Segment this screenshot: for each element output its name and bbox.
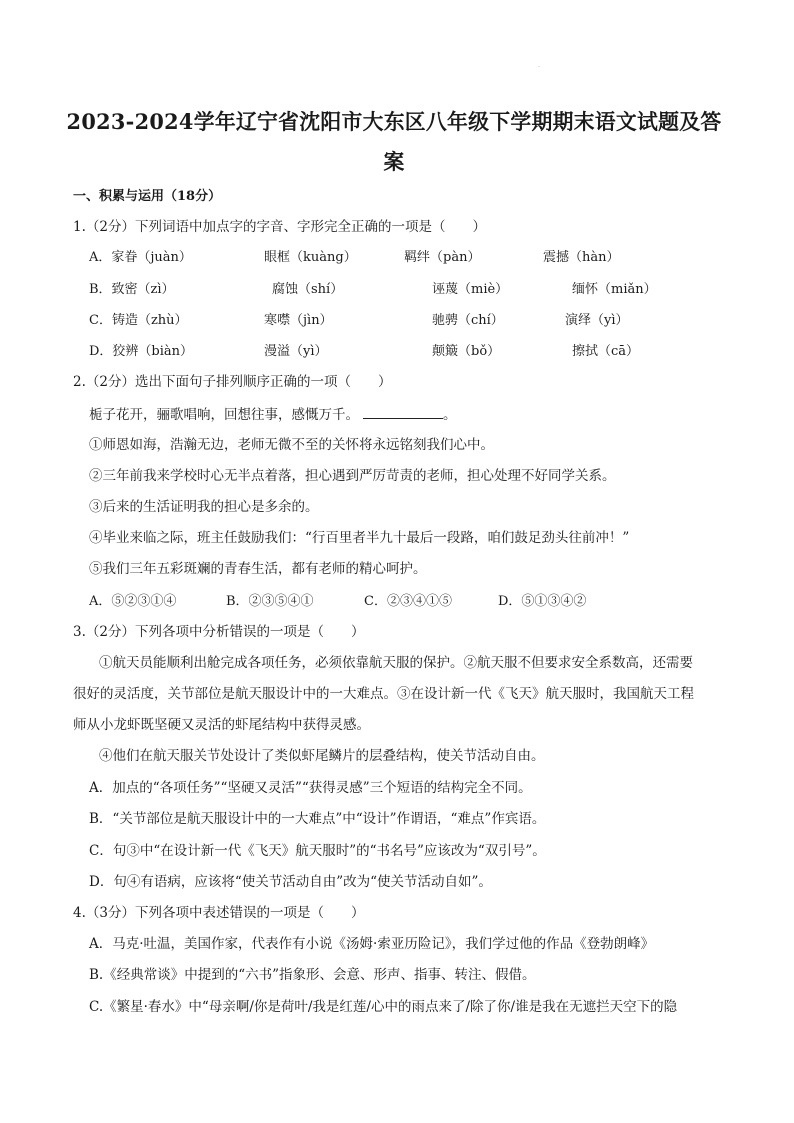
q3-passage-line-4: ④他们在航天服关节处设计了类似虾尾鳞片的层叠结构，使关节活动自由。 bbox=[99, 748, 545, 764]
question-3-stem: 3.（2分）下列各项中分析错误的一项是（ ） bbox=[73, 624, 365, 640]
q2-intro-end: 。 bbox=[443, 407, 457, 423]
question-1-stem: 1.（2分）下列词语中加点字的字音、字形完全正确的一项是（ ） bbox=[73, 219, 486, 235]
question-2-stem: 2.（2分）选出下面句子排列顺序正确的一项（ ） bbox=[73, 374, 392, 390]
q1-option-d-2: 漫溢（yì） bbox=[264, 344, 328, 359]
page-title-continued: 案 bbox=[383, 149, 405, 174]
q1-option-a-1: A．家眷（juàn） bbox=[89, 250, 192, 265]
q1-option-b-3: 诬蔑（miè） bbox=[432, 282, 509, 297]
q3-passage-line-1: ①航天员能顺利出舱完成各项任务，必须依靠航天服的保护。②航天服不但要求安全系数高，还需要 bbox=[99, 655, 693, 671]
page-title: 2023-2024学年辽宁省沈阳市大东区八年级下学期期末语文试题及答 bbox=[66, 109, 722, 134]
q2-option-a: A．⑤②③①④ bbox=[89, 594, 177, 609]
q2-option-d: D．⑤①③④② bbox=[498, 594, 587, 609]
q1-option-c-2: 寒噤（jìn） bbox=[264, 313, 333, 328]
q3-option-c: C．句③中“在设计新一代《飞天》航天服时”的“书名号”应该改为“双引号”。 bbox=[89, 843, 546, 859]
question-4-stem: 4.（3分）下列各项中表述错误的一项是（ ） bbox=[73, 905, 365, 921]
q1-option-a-4: 震撼（hàn） bbox=[543, 250, 620, 265]
q2-sentence-3: ③后来的生活证明我的担心是多余的。 bbox=[89, 499, 319, 515]
q3-passage-line-3: 师从小龙虾既坚硬又灵活的虾尾结构中获得灵感。 bbox=[73, 717, 370, 733]
q2-sentence-5: ⑤我们三年五彩斑斓的青春生活，都有老师的精心呵护。 bbox=[89, 561, 427, 577]
q1-option-b-2: 腐蚀（shí） bbox=[272, 282, 344, 297]
header-dot: · bbox=[538, 64, 540, 71]
q1-option-d-1: D．狡辨（biàn） bbox=[89, 344, 194, 359]
q2-sentence-1: ①师恩如海，浩瀚无边，老师无微不至的关怀将永远铭刻我们心中。 bbox=[89, 437, 494, 453]
q2-sentence-4: ④毕业来临之际，班主任鼓励我们：“行百里者半九十最后一段路，咱们鼓足劲头往前冲！” bbox=[89, 530, 630, 546]
q1-option-c-3: 驰骋（chí） bbox=[432, 313, 504, 328]
q2-sentence-2: ②三年前我来学校时心无半点着落，担心遇到严厉苛责的老师，担心处理不好同学关系。 bbox=[89, 468, 616, 484]
q1-option-b-4: 缅怀（miǎn） bbox=[572, 282, 657, 297]
q4-option-c: C.《繁星·春水》中“母亲啊/你是荷叶/我是红莲/心中的雨点来了/除了你/谁是我在无遮拦天空下的隐 bbox=[89, 999, 678, 1015]
fill-blank-line bbox=[363, 404, 443, 419]
q4-option-a: A．马克·吐温，美国作家，代表作有小说《汤姆·索亚历险记》，我们学过他的作品《登勃朗峰》 bbox=[89, 936, 655, 952]
q2-intro-text: 栀子花开，骊歌唱响，回想往事，感慨万千。 bbox=[89, 407, 359, 423]
q1-option-a-3: 羁绊（pàn） bbox=[404, 250, 481, 265]
q1-option-d-3: 颠簸（bǒ） bbox=[432, 344, 501, 359]
q1-option-b-1: B．致密（zì） bbox=[89, 282, 175, 297]
q3-passage-line-2: 很好的灵活度，关节部位是航天服设计中的一大难点。③在设计新一代《飞天》航天服时，我国航天工程 bbox=[73, 686, 694, 702]
q3-option-b: B．“关节部位是航天服设计中的一大难点”中“设计”作谓语，“难点”作宾语。 bbox=[89, 811, 546, 827]
q2-option-b: B．②③⑤④① bbox=[226, 594, 314, 609]
q1-option-a-2: 眼框（kuàng） bbox=[264, 250, 357, 265]
q1-option-c-1: C．铸造（zhù） bbox=[89, 313, 188, 328]
section-heading: 一、积累与运用（18分） bbox=[73, 189, 222, 204]
q2-option-c: C．②③④①⑤ bbox=[364, 594, 452, 609]
q2-intro-line bbox=[89, 404, 457, 425]
q3-option-a: A．加点的“各项任务”“坚硬又灵活”“获得灵感”三个短语的结构完全不同。 bbox=[89, 780, 532, 796]
q1-option-c-4: 演绎（yì） bbox=[565, 313, 629, 328]
q3-option-d: D．句④有语病，应该将“使关节活动自由”改为“使关节活动自如”。 bbox=[89, 874, 492, 890]
q4-option-b: B.《经典常谈》中提到的“六书”指象形、会意、形声、指事、转注、假借。 bbox=[89, 967, 536, 983]
q1-option-d-4: 擦拭（cā） bbox=[572, 344, 640, 359]
